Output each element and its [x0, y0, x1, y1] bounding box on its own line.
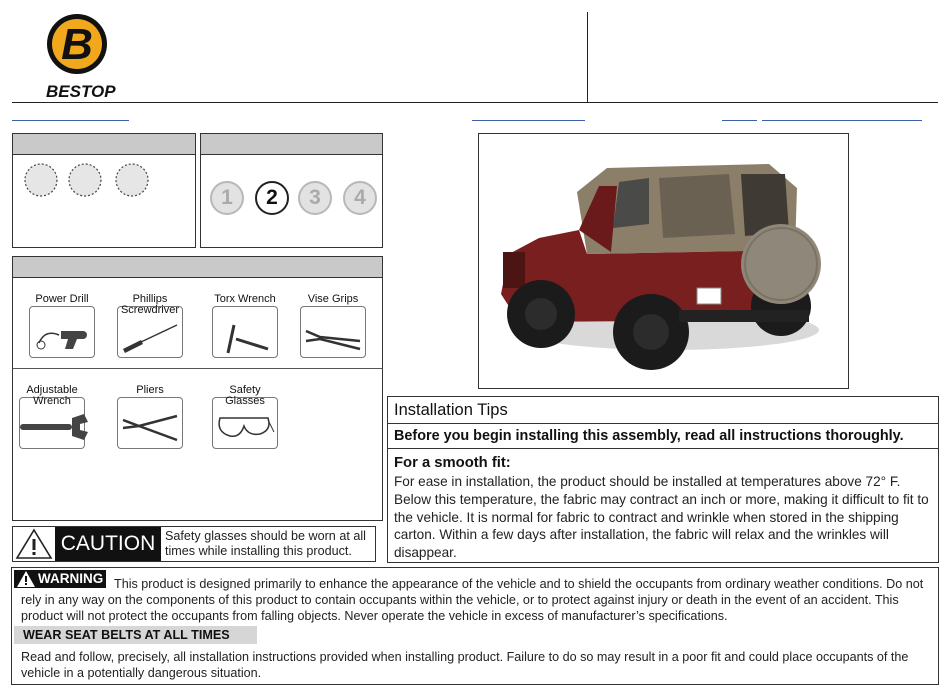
tool-label: Adjustable Wrench	[26, 384, 78, 407]
installation-tips-title: Installation Tips	[388, 397, 938, 424]
caution-text: Safety glasses should be worn at all times while installing this product.	[165, 529, 366, 558]
product-photo	[478, 133, 849, 389]
torx-wrench-icon	[212, 306, 278, 358]
caution-triangle-icon	[15, 528, 53, 560]
vise-grips-icon	[300, 306, 366, 358]
tool-power-drill	[29, 294, 95, 358]
seatbelt-text: WEAR SEAT BELTS AT ALL TIMES	[23, 628, 230, 642]
svg-text:B: B	[61, 20, 93, 69]
fasteners-panel	[12, 133, 196, 248]
warning-box	[11, 567, 939, 685]
seatbelt-banner	[14, 626, 257, 644]
difficulty-level-1: 1	[210, 181, 244, 215]
fasteners-panel-header	[13, 134, 195, 155]
installation-tips-subtitle: For a smooth fit:	[394, 455, 511, 471]
tool-safety-glasses	[212, 385, 278, 449]
warning-label: WARNING	[38, 571, 104, 586]
installation-tips-box	[387, 396, 939, 563]
installation-tips-body: For ease in installation, the product should be installed at temperatures above 72° F. Below this temperature, the fabric may contract an inch or more, making it difficult to fit to the vehicle. It is normal for fabric to contract and wrinkle when stored in the shipping carton. Within a few days after installation, the fabric will relax and the wrinkles will disappear.	[394, 474, 929, 561]
tool-label: Power Drill	[35, 293, 89, 305]
tool-label: Phillips Screwdriver	[120, 293, 180, 316]
tool-phillips-screwdriver	[117, 294, 183, 358]
caution-label: CAUTION	[55, 527, 161, 561]
header-link-4[interactable]	[762, 120, 922, 121]
header-link-2[interactable]	[472, 120, 585, 121]
header-link-1[interactable]	[12, 120, 129, 121]
tool-pliers	[117, 385, 183, 449]
difficulty-level-2: 2	[255, 181, 289, 215]
pliers-icon	[117, 397, 183, 449]
tools-divider	[13, 368, 382, 369]
warning-text: This product is designed primarily to enhance the appearance of the vehicle and to shield the occupants from ordinary weather conditions. Do not rely in any way on the components of this product to contain occupants within the vehicle, or to protect against injury or death in the event of an accident. This product will not protect the occupants from falling objects. Never operate the vehicle in excess of manufacturer’s specifications.	[21, 577, 924, 623]
tool-vise-grips	[300, 294, 366, 358]
installation-tips-before: Before you begin installing this assembly, read all instructions thoroughly.	[388, 424, 938, 449]
header-divider-vertical	[587, 12, 588, 102]
header-rule	[12, 102, 938, 103]
tool-label: Safety Glasses	[225, 384, 265, 407]
fastener-icons	[13, 158, 195, 218]
header-link-3[interactable]	[722, 120, 757, 121]
difficulty-level-3: 3	[298, 181, 332, 215]
difficulty-panel-header	[201, 134, 382, 155]
tool-label: Vise Grips	[307, 293, 359, 305]
tool-label: Pliers	[136, 384, 164, 396]
bestop-logo	[12, 12, 132, 102]
caution-box	[12, 526, 376, 562]
difficulty-panel	[200, 133, 383, 248]
tool-label: Torx Wrench	[214, 293, 276, 305]
tools-panel-header	[13, 257, 382, 278]
tool-adjustable-wrench	[19, 385, 85, 449]
warning-footer: Read and follow, precisely, all installation instructions provided when installing product. Failure to do so may result in a poor fit and could place occupants of the vehicle in a potentially dangerous situation.	[21, 650, 909, 680]
power-drill-icon	[29, 306, 95, 358]
difficulty-level-4: 4	[343, 181, 377, 215]
tools-panel	[12, 256, 383, 521]
svg-text:BESTOP: BESTOP	[46, 82, 116, 101]
tool-torx-wrench	[212, 294, 278, 358]
